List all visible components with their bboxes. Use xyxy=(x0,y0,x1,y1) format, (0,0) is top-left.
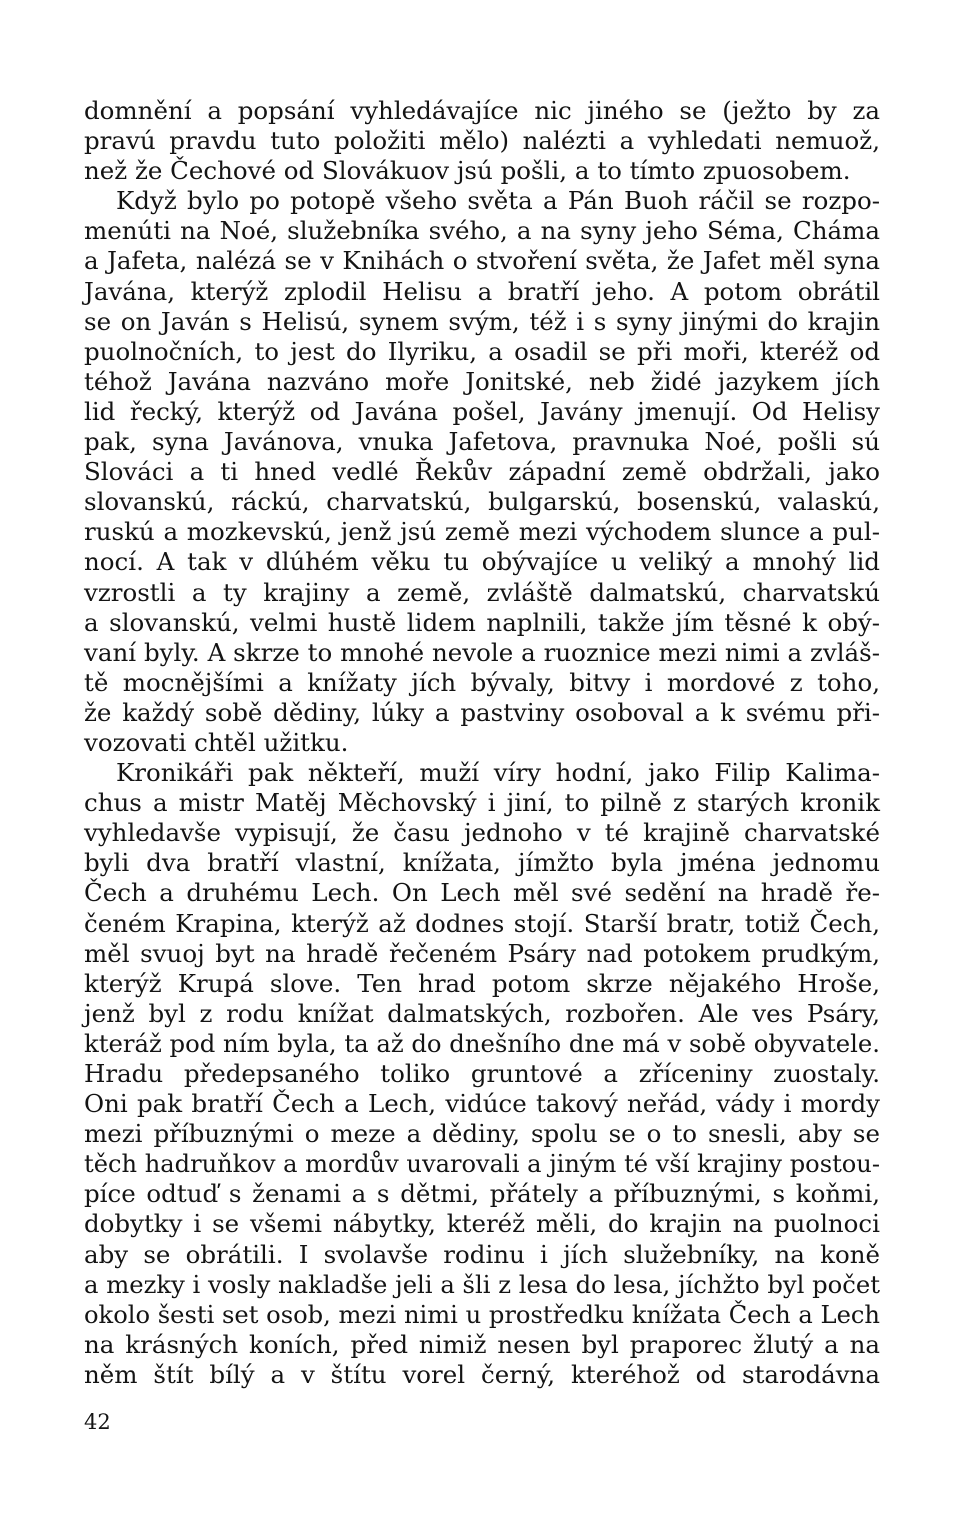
text-line: vzrostli a ty krajiny a země, zvláště dalmatskú, charvatskú xyxy=(84,577,880,607)
text-line: kterýž Krupá slove. Ten hrad potom skrze nějakého Hroše, xyxy=(84,968,880,998)
text-line: Když bylo po potopě všeho světa a Pán Buoh ráčil se rozpo- xyxy=(116,186,880,216)
text-line: slovanskú, ráckú, charvatskú, bulgarskú, bosenskú, valaskú, xyxy=(84,487,880,517)
text-line: dobytky i se všemi nábytky, kteréž měli, do krajin na puolnoci xyxy=(84,1209,880,1239)
text-line: Hradu předepsaného toliko gruntové a zříceniny zuostaly. xyxy=(84,1059,880,1088)
text-line: kteráž pod ním byla, ta až do dnešního dne má v sobě obyvatele. xyxy=(84,1028,880,1058)
text-line: vyhledavše vypisují, že času jednoho v té krajině charvatské xyxy=(84,818,880,848)
text-line: aby se obrátili. I svolavše rodinu i jích služebníky, na koně xyxy=(84,1239,880,1269)
text-line: píce odtuď s ženami a s dětmi, přátely a příbuznými, s koňmi, xyxy=(84,1179,880,1209)
text-line: téhož Javána nazváno moře Jonitské, neb židé jazykem jích xyxy=(84,366,880,396)
text-line: že každý sobě dědiny, lúky a pastviny osoboval a k svému při- xyxy=(84,697,880,727)
text-line: okolo šesti set osob, mezi nimi u prostředku knížata Čech a Lech xyxy=(84,1300,880,1329)
text-line: byli dva bratří vlastní, knížata, jímžto byla jména jednomu xyxy=(84,848,880,878)
text-line: a Jafeta, nalézá se v Knihách o stvoření světa, že Jafet měl syna xyxy=(84,246,880,276)
text-line: a slovanskú, velmi hustě lidem naplnili, takže jím těsné k obý- xyxy=(84,607,880,637)
text-line: vozovati chtěl užitku. xyxy=(84,727,349,757)
text-line: ruskú a mozkevskú, jenž jsú země mezi východem slunce a pul- xyxy=(84,517,880,547)
page-number: 42 xyxy=(84,1410,111,1434)
text-line: na krásných koních, před nimiž nesen byl praporec žlutý a na xyxy=(84,1329,880,1359)
text-line: Kronikáři pak někteří, muží víry hodní, jako Filip Kalima- xyxy=(116,758,880,788)
text-line: chus a mistr Matěj Měchovský i jiní, to pilně z starých kronik xyxy=(84,788,880,818)
text-line: Oni pak bratří Čech a Lech, vidúce takový neřád, vády i mordy xyxy=(84,1089,880,1119)
text-line: pak, syna Javánova, vnuka Jafetova, pravnuka Noé, pošli sú xyxy=(84,427,880,457)
text-line: menúti na Noé, služebníka svého, a na syny jeho Séma, Cháma xyxy=(84,216,880,246)
text-line: vaní byly. A skrze to mnohé nevole a ruoznice mezi nimi a zvláš- xyxy=(84,637,880,667)
text-line: čeném Krapina, kterýž až dodnes stojí. Starší bratr, totiž Čech, xyxy=(84,908,880,938)
text-line: Javána, kterýž zplodil Helisu a bratří jeho. A potom obrátil xyxy=(84,276,880,306)
text-line: mezi příbuznými o meze a dědiny, spolu se o to snesli, aby se xyxy=(84,1119,880,1149)
text-line: Slováci a ti hned vedlé Řekův západní země obdržali, jako xyxy=(84,457,880,487)
text-line: pravú pravdu tuto položiti mělo) nalézti a vyhledati nemuož, xyxy=(84,126,880,156)
text-line: lid řecký, kterýž od Javána pošel, Javány jmenují. Od Helisy xyxy=(84,396,880,426)
text-line: měl svuoj byt na hradě řečeném Psáry nad potokem prudkým, xyxy=(84,938,880,968)
text-line: těch hadruňkov a mordův uvarovali a jiným té vší krajiny postou- xyxy=(84,1150,880,1179)
text-line: nocí. A tak v dlúhém věku tu obývajíce u veliký a mnohý lid xyxy=(84,547,880,577)
text-line: se on Javán s Helisú, synem svým, též i s syny jinými do krajin xyxy=(84,306,880,336)
text-line: domnění a popsání vyhledávajíce nic jiného se (ježto by za xyxy=(84,96,880,125)
text-line: tě mocnějšími a knížaty jích bývaly, bitvy i mordové z toho, xyxy=(84,667,880,697)
body-text xyxy=(84,96,880,1390)
text-line: Čech a druhému Lech. On Lech měl své sedění na hradě ře- xyxy=(84,878,880,908)
text-line: něm štít bílý a v štítu vorel černý, kteréhož od starodávna xyxy=(84,1359,880,1389)
text-line: než že Čechové od Slovákuov jsú pošli, a to tímto zpuosobem. xyxy=(84,156,851,186)
text-line: puolnočních, to jest do Ilyriku, a osadil se při moři, kteréž od xyxy=(84,336,880,366)
text-line: a mezky i vosly nakladše jeli a šli z lesa do lesa, jíchžto byl počet xyxy=(84,1269,880,1299)
text-line: jenž byl z rodu knížat dalmatských, rozbořen. Ale ves Psáry, xyxy=(84,998,880,1028)
